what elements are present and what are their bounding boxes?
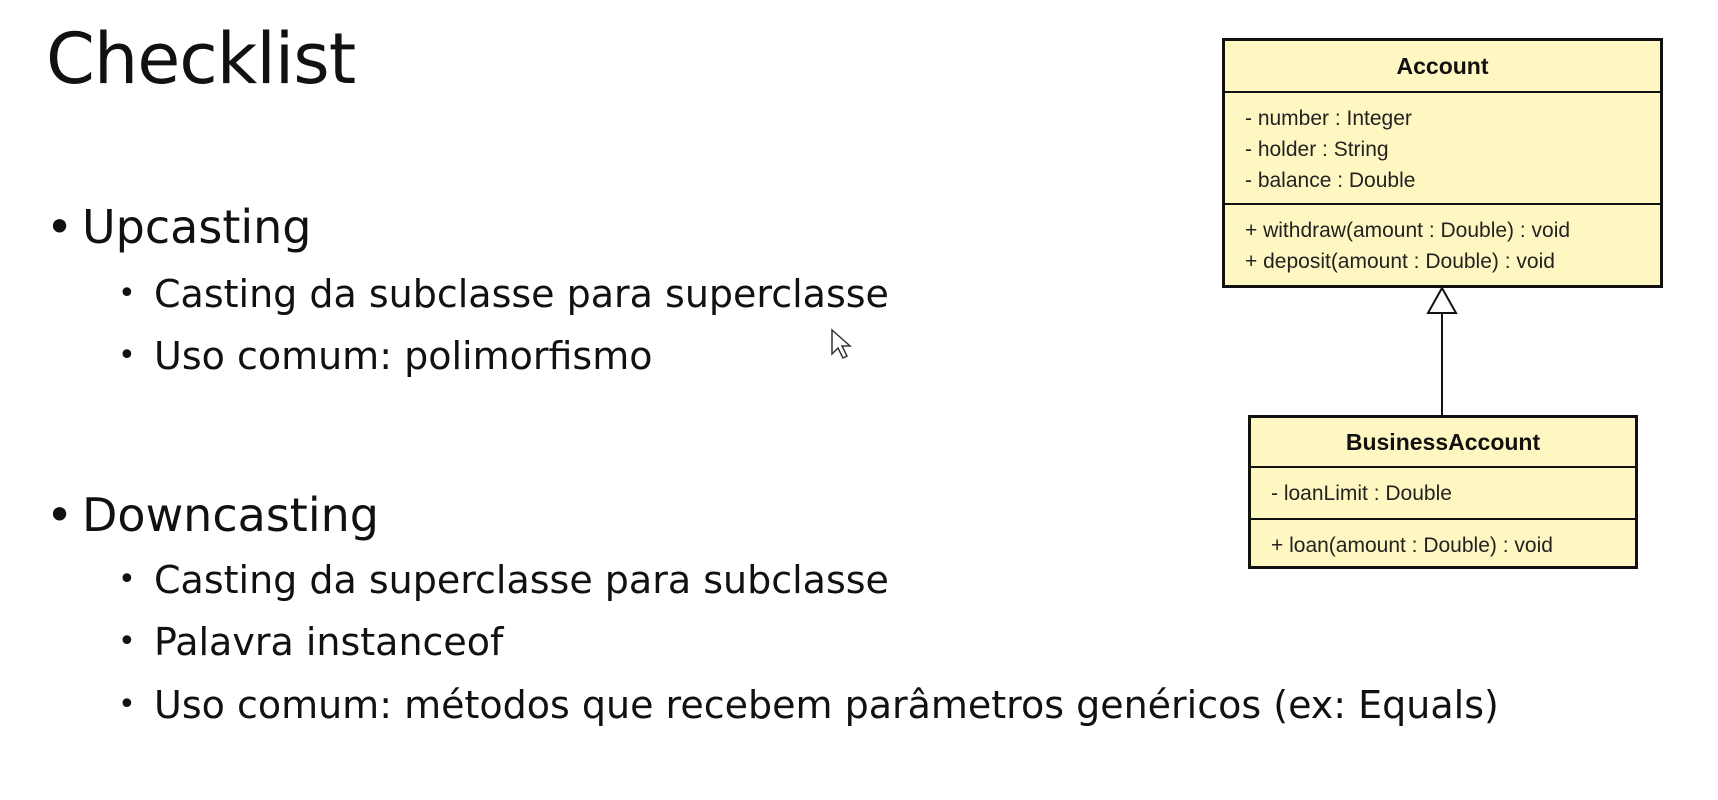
- methods-section: [1251, 520, 1635, 569]
- heading-downcasting: Downcasting: [82, 488, 379, 542]
- item-text: Casting da subclasse para superclasse: [154, 272, 889, 316]
- bullet-icon: •: [118, 624, 136, 659]
- heading-upcasting: Upcasting: [82, 200, 312, 254]
- methods-section: [1225, 205, 1660, 285]
- method: + deposit(amount : Double) : void: [1245, 250, 1555, 273]
- method: + loan(amount : Double) : void: [1271, 534, 1553, 557]
- class-business-account[interactable]: [1248, 415, 1638, 569]
- bullet-icon: •: [118, 338, 136, 373]
- class-account[interactable]: [1222, 38, 1663, 288]
- class-name: Account: [1225, 41, 1660, 93]
- item-text: Uso comum: polimorfismo: [154, 334, 653, 378]
- bullet-icon: •: [118, 276, 136, 311]
- bullet-icon: •: [118, 562, 136, 597]
- slide-title: Checklist: [46, 18, 356, 100]
- item-text: Casting da superclasse para subclasse: [154, 558, 889, 602]
- attributes-section: [1251, 468, 1635, 520]
- method: + withdraw(amount : Double) : void: [1245, 219, 1571, 242]
- attribute: - balance : Double: [1245, 169, 1416, 192]
- attribute: - loanLimit : Double: [1271, 482, 1452, 505]
- bullet-icon: •: [46, 488, 74, 542]
- item-text: Uso comum: métodos que recebem parâmetros genéricos (ex: Equals): [154, 683, 1499, 727]
- attributes-section: [1225, 93, 1660, 205]
- bullet-icon: •: [118, 687, 136, 722]
- class-name: BusinessAccount: [1251, 418, 1635, 468]
- mouse-cursor-icon: [830, 328, 852, 360]
- attribute: - number : Integer: [1245, 107, 1412, 130]
- attribute: - holder : String: [1245, 138, 1389, 161]
- bullet-icon: •: [46, 200, 74, 254]
- item-text: Palavra instanceof: [154, 620, 504, 664]
